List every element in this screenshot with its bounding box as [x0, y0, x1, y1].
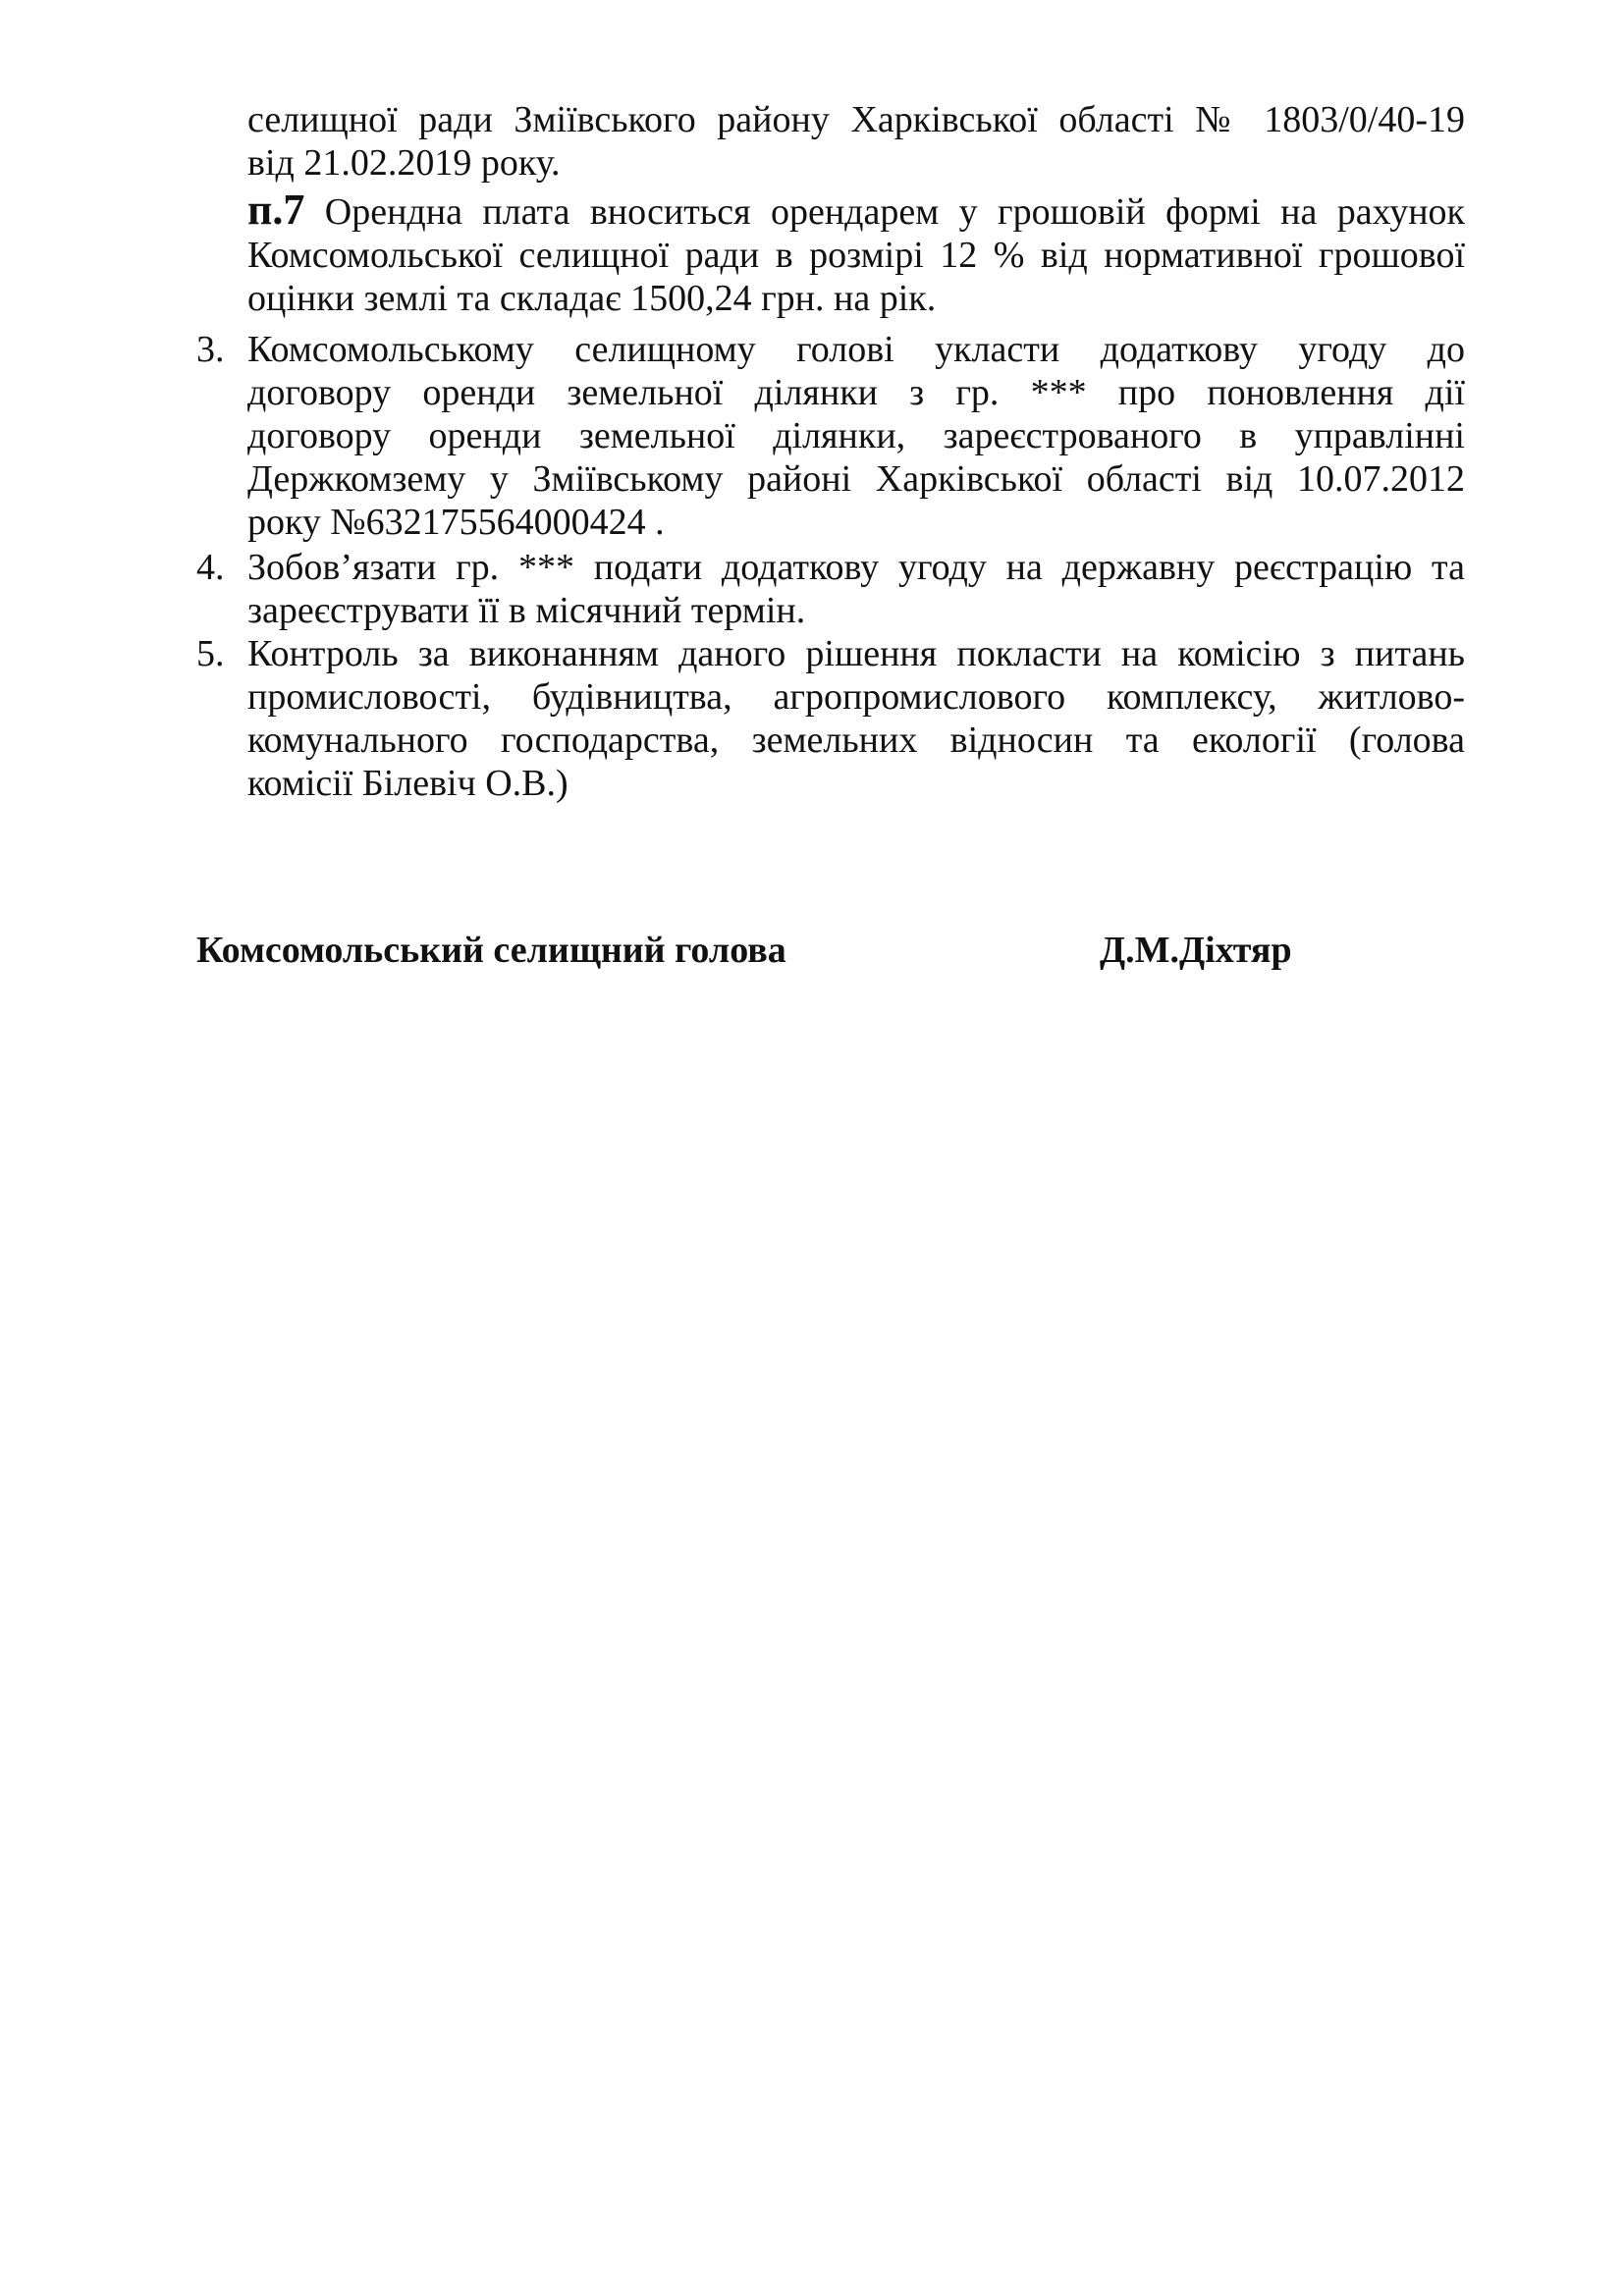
- list-number: 3.: [196, 329, 225, 370]
- list-item-line: комунального господарства, земельних відносин та екології (голова: [247, 720, 1465, 761]
- intro-line: селищної ради Зміївського району Харківської області № 1803/0/40-19: [247, 99, 1465, 140]
- p7-label: п.7: [247, 186, 305, 234]
- list-item-line: Комсомольському селищному голові укласти додаткову угоду до: [247, 329, 1465, 370]
- list-item-line: Контроль за виконанням даного рішення покласти на комісію з питань: [247, 633, 1465, 674]
- list-item: [247, 546, 1465, 632]
- list-item-line: комісії Білевіч О.В.): [247, 763, 568, 804]
- p7-line: оцінки землі та складає 1500,24 грн. на рік.: [247, 278, 937, 319]
- list-item-line: зареєструвати її в місячний термін.: [247, 590, 806, 631]
- list-item: [247, 632, 1465, 805]
- clause-p7: [247, 188, 1465, 320]
- list-item: [247, 328, 1465, 544]
- signature-name: Д.М.Діхтяр: [1100, 930, 1292, 971]
- list-number: 5.: [196, 633, 225, 674]
- list-item-line: договору оренди земельної ділянки, зареєстрованого в управлінні: [247, 415, 1465, 456]
- list-item-line: року №632175564000424 .: [247, 502, 665, 543]
- list-item-line: договору оренди земельної ділянки з гр. *** про поновлення дії: [247, 372, 1465, 413]
- p7-line: Комсомольської селищної ради в розмірі 12 % від нормативної грошової: [247, 235, 1465, 276]
- list-item-line: Зобов’язати гр. *** подати додаткову угоду на державну реєстрацію та: [247, 547, 1465, 588]
- intro-line: від 21.02.2019 року.: [247, 142, 561, 184]
- list-item-line: промисловості, будівництва, агропромислового комплексу, житлово-: [247, 676, 1465, 718]
- list-item-line: Держкомзему у Зміївському районі Харківської області від 10.07.2012: [247, 458, 1465, 500]
- list-number: 4.: [196, 547, 225, 588]
- p7-line-text: Орендна плата вноситься орендарем у грошовій формі на рахунок: [304, 191, 1465, 233]
- intro-paragraph: [247, 98, 1465, 185]
- signature-title: Комсомольський селищний голова: [196, 930, 786, 971]
- p7-line: [247, 188, 1465, 234]
